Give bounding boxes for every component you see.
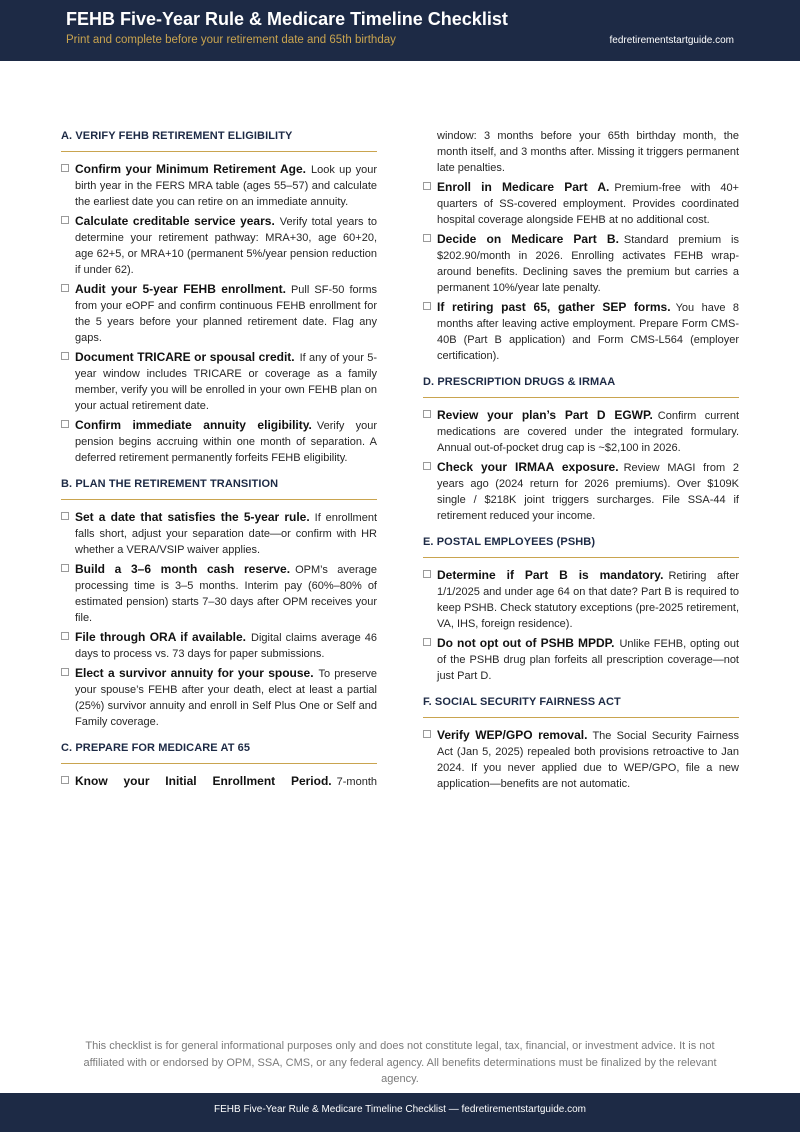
checkbox-icon[interactable]: [61, 632, 69, 640]
checklist-item: [61, 561, 377, 626]
checkbox-icon[interactable]: [61, 564, 69, 572]
checkbox-icon[interactable]: [423, 234, 431, 242]
checklist-item: [61, 161, 377, 210]
item-body: Verify total years to determine your retirement pathway: MRA+30, age 60+20, age 62+5, or MRA+10 (permanent 5%/year pension reduction if under 62).: [75, 216, 378, 276]
checkbox-icon[interactable]: [61, 776, 69, 784]
checkbox-icon[interactable]: [423, 730, 431, 738]
item-heading: If retiring past 65, gather SEP forms.: [437, 300, 671, 314]
section-verify-eligibility: [61, 128, 377, 466]
checkbox-icon[interactable]: [61, 420, 69, 428]
item-body: If enrollment falls short, adjust your separation date—or confirm with HR whether a VERA/VSIP waiver applies.: [75, 512, 377, 556]
item-heading: Check your IRMAA exposure.: [437, 460, 619, 474]
item-heading: Confirm your Minimum Retirement Age.: [75, 162, 307, 176]
item-body: Standard premium is $202.90/month in 2026. Enrolling activates FEHB wrap-around benefits. Declining saves the premium but carries a permanent 10%/year late penalty.: [437, 234, 739, 294]
left-column: [61, 128, 377, 800]
checkbox-icon[interactable]: [423, 182, 431, 190]
item-body: Unlike FEHB, opting out of the PSHB drug plan forfeits all prescription coverage—not just Part D.: [437, 638, 740, 682]
section-retirement-transition: [61, 476, 377, 730]
checklist-item: [423, 727, 739, 792]
checklist-item: [423, 179, 739, 228]
page-header: [0, 0, 800, 61]
checklist-item: [423, 567, 739, 632]
item-body: The Social Security Fairness Act (Jan 5, 2025) repealed both provisions retroactive to Jan 2024. If you never applied due to WEP/GPO, file a new application—benefits are not automatic.: [437, 730, 739, 790]
item-heading: Know your Initial Enrollment Period.: [75, 774, 332, 788]
checkbox-icon[interactable]: [61, 284, 69, 292]
item-body: Digital claims average 46 days to process vs. 73 days for paper submissions.: [75, 632, 378, 660]
item-heading: Elect a survivor annuity for your spouse.: [75, 666, 314, 680]
item-heading: Decide on Medicare Part B.: [437, 232, 619, 246]
section-postal-employees: [423, 534, 739, 684]
disclaimer: This checklist is for general informational purposes only and does not constitute legal, tax, financial, or investment advice. It is not affiliated with or endorsed by OPM, SSA, CMS, or any federal agency. All benefits determinations must be finalized by the relevant agency.: [83, 1040, 717, 1085]
checkbox-icon[interactable]: [423, 570, 431, 578]
section-title: A. VERIFY FEHB RETIREMENT ELIGIBILITY: [61, 128, 377, 152]
section-title: D. PRESCRIPTION DRUGS & IRMAA: [423, 374, 739, 398]
checklist-item: [61, 417, 377, 466]
item-heading: File through ORA if available.: [75, 630, 247, 644]
item-body: Look up your birth year in the FERS MRA table (ages 55–57) and calculate the earliest date you can retire on an immediate annuity.: [75, 164, 377, 208]
checklist-item: [423, 635, 739, 684]
item-body: 7-month: [336, 776, 377, 788]
item-body: OPM’s average processing time is 3–5 months. Interim pay (60%–80% of estimated pension) starts 7–30 days after OPM receives your file.: [75, 564, 377, 624]
checklist-item: [61, 773, 377, 790]
page-subtitle: Print and complete before your retirement date and 65th birthday: [66, 34, 396, 46]
checkbox-icon[interactable]: [423, 638, 431, 646]
checkbox-icon[interactable]: [423, 410, 431, 418]
item-body: Confirm current medications are covered under the integrated formulary. Annual out-of-pocket drug cap is ~$2,100 in 2026.: [437, 410, 740, 454]
page-title: FEHB Five-Year Rule & Medicare Timeline Checklist: [66, 9, 508, 29]
item-heading: Calculate creditable service years.: [75, 214, 275, 228]
site-name: fedretirementstartguide.com: [609, 35, 734, 46]
item-heading: Enroll in Medicare Part A.: [437, 180, 610, 194]
item-heading: Confirm immediate annuity eligibility.: [75, 418, 312, 432]
item-body: If any of your 5-year window includes TRICARE or coverage as a family member, verify you will be enrolled in your own FEHB plan on your actual retirement date.: [75, 352, 377, 412]
footer-text: FEHB Five-Year Rule & Medicare Timeline Checklist — fedretirementstartguide.com: [214, 1104, 586, 1115]
item-heading: Set a date that satisfies the 5-year rule.: [75, 510, 310, 524]
checkbox-icon[interactable]: [61, 216, 69, 224]
checklist-item: [423, 459, 739, 524]
item-body: Review MAGI from 2 years ago (2024 return for 2026 premiums). Over $109K single / $218K joint triggers surcharges. File SSA-44 if retirement reduced your income.: [437, 462, 739, 522]
checklist-item: [423, 231, 739, 296]
item-heading: Review your plan’s Part D EGWP.: [437, 408, 653, 422]
checkbox-icon[interactable]: [423, 462, 431, 470]
checklist-item: [61, 629, 377, 662]
item-heading: Do not opt out of PSHB MPDP.: [437, 636, 615, 650]
item-heading: Determine if Part B is mandatory.: [437, 568, 664, 582]
section-prescription-irmaa: [423, 374, 739, 524]
section-prepare-medicare: [61, 740, 377, 790]
checkbox-icon[interactable]: [61, 164, 69, 172]
item-heading: Audit your 5-year FEHB enrollment.: [75, 282, 286, 296]
item-body: Verify your pension begins accruing within one month of separation. A deferred retirement permanently forfeits FEHB eligibility.: [75, 420, 377, 464]
item-body: Premium-free with 40+ quarters of SS-covered employment. Provides coordinated hospital coverage alongside FEHB at no additional cost.: [437, 182, 739, 226]
section-title: E. POSTAL EMPLOYEES (PSHB): [423, 534, 739, 558]
section-title: C. PREPARE FOR MEDICARE AT 65: [61, 740, 377, 764]
item-body: Retiring after 1/1/2025 and under age 64 on that date? Part B is required to keep PSHB. Check statutory exceptions (pre-2025 retirement, VA, IHS, foreign residence).: [437, 570, 739, 630]
checklist-item: [423, 299, 739, 364]
section-prepare-medicare-continued: [423, 128, 739, 364]
item-body: To preserve your spouse’s FEHB after your death, elect at least a partial (25%) survivor annuity and enroll in Self Plus One or Self and Family coverage.: [75, 668, 377, 728]
section-social-security-fairness: [423, 694, 739, 792]
item-body: You have 8 months after leaving active employment. Prepare Form CMS-40B (Part B application) and Form CMS-L564 (employer certification).: [437, 302, 740, 362]
page-footer: [0, 1093, 800, 1132]
item-continuation: window: 3 months before your 65th birthday month, the month itself, and 3 months after. Missing it triggers permanent late penalties.: [437, 130, 739, 174]
checklist-item: [61, 213, 377, 278]
item-heading: Document TRICARE or spousal credit.: [75, 350, 295, 364]
item-body: Pull SF-50 forms from your eOPF and confirm continuous FEHB enrollment for the 5 years before your planned retirement date. Flag any gaps.: [75, 284, 377, 344]
checkbox-icon[interactable]: [423, 302, 431, 310]
checklist-item: [61, 665, 377, 730]
checklist-item: [61, 281, 377, 346]
checkbox-icon[interactable]: [61, 668, 69, 676]
checklist-item: [423, 407, 739, 456]
checklist-item: [61, 349, 377, 414]
checkbox-icon[interactable]: [61, 512, 69, 520]
section-title: F. SOCIAL SECURITY FAIRNESS ACT: [423, 694, 739, 718]
checklist-item: [61, 509, 377, 558]
item-heading: Build a 3–6 month cash reserve.: [75, 562, 291, 576]
section-title: B. PLAN THE RETIREMENT TRANSITION: [61, 476, 377, 500]
right-column: [423, 128, 739, 802]
item-heading: Verify WEP/GPO removal.: [437, 728, 588, 742]
checkbox-icon[interactable]: [61, 352, 69, 360]
